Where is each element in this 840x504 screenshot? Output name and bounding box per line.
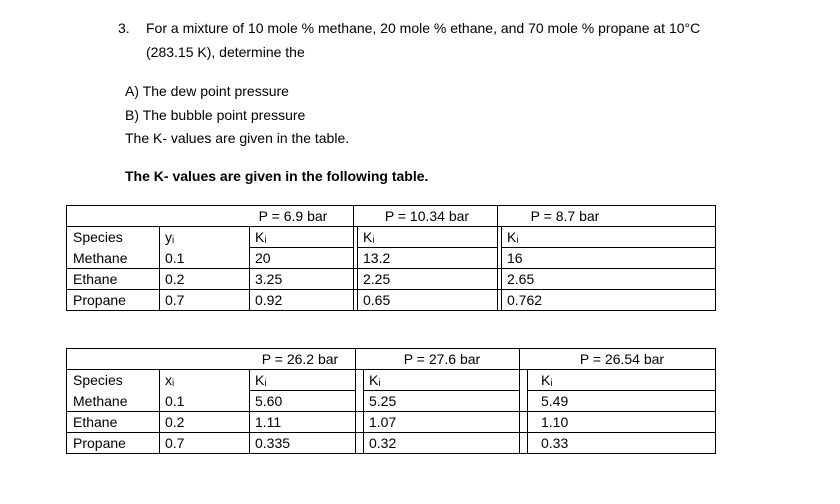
k-values-table-dew	[66, 205, 716, 311]
header-ki-1: Kᵢ	[255, 372, 267, 388]
table-row-propane-x: 0.7	[165, 435, 185, 451]
header-yi: yᵢ	[165, 229, 175, 245]
pressure-header-1: P = 26.2 bar	[261, 351, 339, 367]
note: The K- values are given in the table.	[125, 130, 350, 146]
header-ki-3: Kᵢ	[507, 229, 519, 245]
problem-statement-line2: (283.15 K), determine the	[146, 44, 305, 60]
table-row-propane-k1: 0.92	[255, 292, 283, 308]
table-row-ethane-y: 0.2	[165, 271, 185, 287]
problem-number: 3.	[118, 20, 130, 36]
header-ki-1: Kᵢ	[255, 229, 267, 245]
table-row-ethane-k3: 1.10	[541, 414, 569, 430]
table-row-methane-k3: 16	[507, 250, 523, 266]
table-row-propane-k3: 0.762	[507, 292, 543, 308]
table-row-methane-species: Methane	[73, 393, 128, 409]
table-row-propane-k1: 0.335	[255, 435, 291, 451]
table-row-ethane-species: Ethane	[73, 271, 118, 287]
table-row-methane-species: Methane	[73, 250, 128, 266]
table-row-propane-species: Propane	[73, 435, 126, 451]
table-row-propane-k2: 0.32	[369, 435, 397, 451]
item-b: B) The bubble point pressure	[125, 107, 306, 123]
table-row-ethane-k2: 1.07	[369, 414, 397, 430]
table-row-methane-k3: 5.49	[541, 393, 569, 409]
pressure-header-3: P = 8.7 bar	[530, 208, 600, 224]
problem-statement-line1: For a mixture of 10 mole % methane, 20 mole % ethane, and 70 mole % propane at 10°C	[146, 20, 701, 36]
table-row-ethane-k2: 2.25	[363, 271, 391, 287]
table-row-methane-k2: 5.25	[369, 393, 397, 409]
table-row-propane-species: Propane	[73, 292, 126, 308]
table-row-ethane-k1: 1.11	[255, 414, 282, 430]
pressure-header-2: P = 10.34 bar	[384, 208, 470, 224]
pressure-header-1: P = 6.9 bar	[258, 208, 328, 224]
k-values-table-bubble	[66, 348, 716, 454]
pressure-header-2: P = 27.6 bar	[403, 351, 481, 367]
header-ki-2: Kᵢ	[363, 229, 375, 245]
table-row-methane-k1: 20	[255, 250, 271, 266]
table-row-ethane-x: 0.2	[165, 414, 185, 430]
header-xi: xᵢ	[165, 372, 175, 388]
table-row-ethane-k3: 2.65	[507, 271, 535, 287]
table-row-methane-x: 0.1	[165, 393, 185, 409]
table-row-ethane-species: Ethane	[73, 414, 118, 430]
table-heading: The K- values are given in the following table.	[125, 168, 429, 184]
table-row-methane-k1: 5.60	[255, 393, 283, 409]
table-row-methane-y: 0.1	[165, 250, 185, 266]
header-species: Species	[73, 229, 123, 245]
table-row-propane-k2: 0.65	[363, 292, 391, 308]
header-ki-3: Kᵢ	[541, 372, 553, 388]
item-a: A) The dew point pressure	[125, 83, 289, 99]
table-row-propane-k3: 0.33	[541, 435, 569, 451]
header-species: Species	[73, 372, 123, 388]
pressure-header-3: P = 26.54 bar	[579, 351, 665, 367]
header-ki-2: Kᵢ	[369, 372, 381, 388]
table-row-methane-k2: 13.2	[363, 250, 391, 266]
table-row-ethane-k1: 3.25	[255, 271, 283, 287]
table-row-propane-y: 0.7	[165, 292, 185, 308]
